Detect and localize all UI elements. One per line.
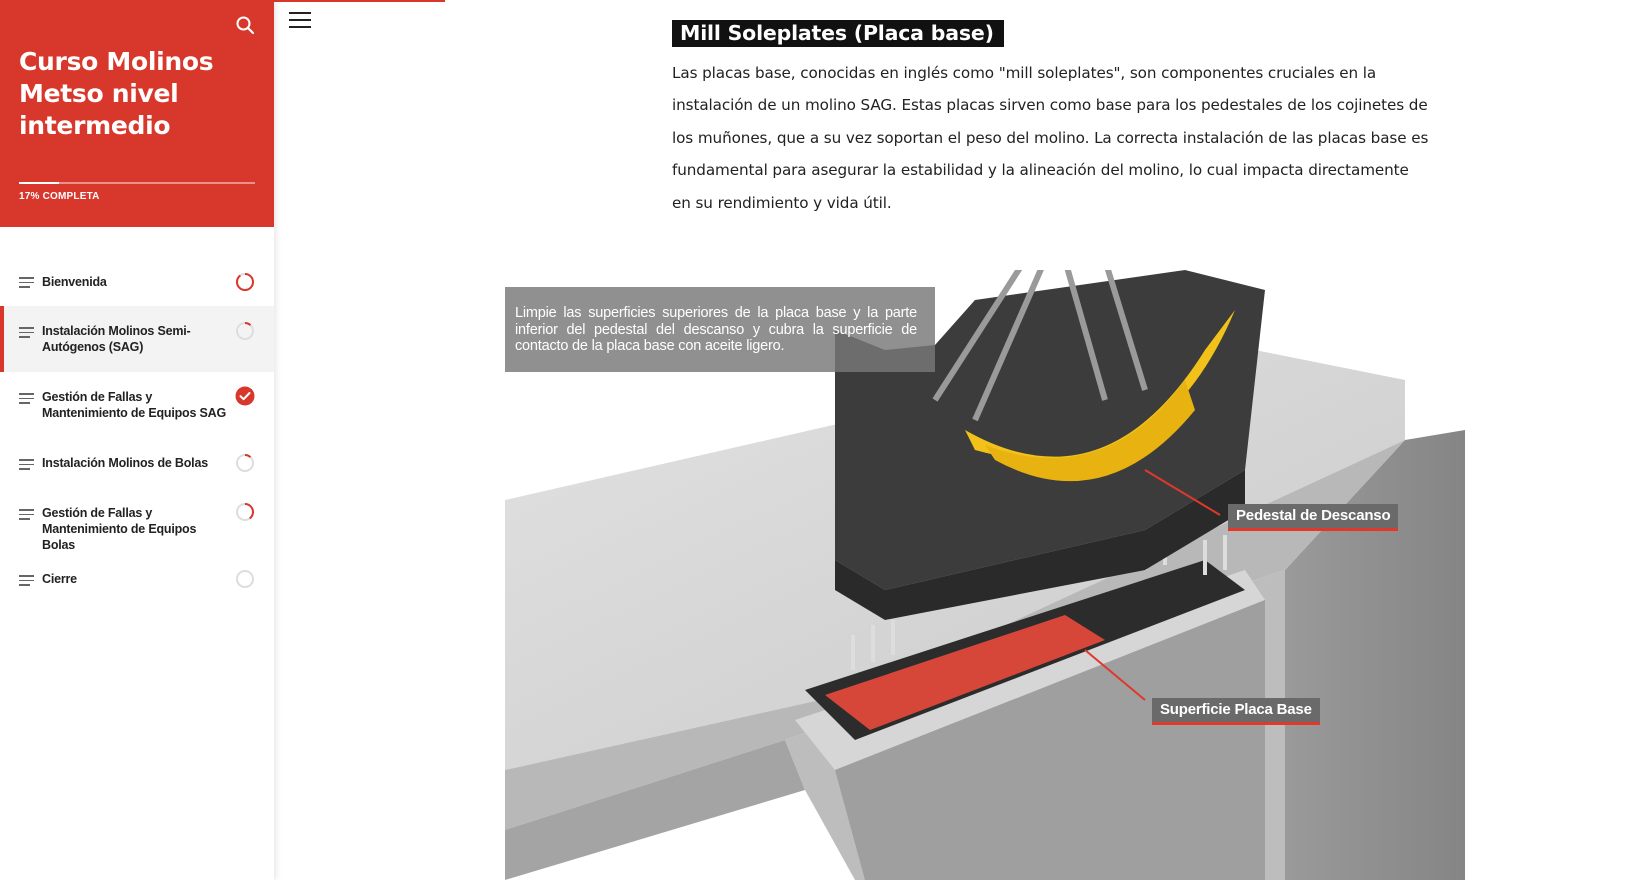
- section-paragraph: Las placas base, conocidas en inglés como "mill soleplates", son componentes cruciales en la instalación de un molino SAG. Estas placas sirven como base para los pedestales de los cojinetes de los muñones, que a su vez soportan el peso del molino. La correcta instalación de las placas base es fundamental para asegurar la estabilidad y la alineación del molino, lo cual impacta directamente en su rendimiento y vida útil.: [672, 64, 1429, 212]
- lines-icon: [19, 277, 34, 288]
- top-progress-line: [274, 0, 445, 2]
- lesson-item-instalacion-bolas[interactable]: [0, 438, 274, 488]
- section-heading: Mill Soleplates (Placa base): [672, 20, 1004, 47]
- lesson-label: Gestión de Fallas y Mantenimiento de Equipos Bolas: [42, 506, 197, 552]
- progress-label: 17% COMPLETA: [19, 191, 100, 202]
- lesson-label: Cierre: [42, 572, 77, 586]
- label-pedestal: Pedestal de Descanso: [1228, 504, 1398, 531]
- empty-circle-icon: [235, 569, 255, 589]
- lines-icon: [19, 393, 34, 404]
- lines-icon: [19, 575, 34, 586]
- progress-bar: [19, 182, 255, 184]
- lesson-item-instalacion-sag[interactable]: [0, 306, 274, 372]
- lesson-label: Instalación Molinos de Bolas: [42, 456, 208, 470]
- lesson-item-fallas-sag[interactable]: [0, 372, 274, 438]
- sidebar: [0, 0, 274, 880]
- progress-ring-icon: [235, 272, 255, 292]
- lesson-item-cierre[interactable]: [0, 554, 274, 604]
- sidebar-header: [0, 0, 274, 227]
- course-title: Curso Molinos Metso nivel intermedio: [19, 47, 214, 140]
- lines-icon: [19, 509, 34, 520]
- lesson-item-bienvenida[interactable]: [0, 258, 274, 306]
- lines-icon: [19, 327, 34, 338]
- search-icon: [234, 14, 256, 36]
- lesson-label: Instalación Molinos Semi-Autógenos (SAG): [42, 324, 191, 354]
- progress-ring-icon: [235, 502, 255, 522]
- lines-icon: [19, 459, 34, 470]
- menu-toggle-button[interactable]: [289, 12, 311, 28]
- search-button[interactable]: [234, 14, 256, 36]
- lesson-item-fallas-bolas[interactable]: [0, 488, 274, 554]
- lesson-label: Bienvenida: [42, 275, 107, 289]
- progress-bar-fill: [19, 182, 59, 184]
- hamburger-icon: [289, 12, 311, 28]
- progress-ring-icon: [235, 321, 255, 341]
- checkmark-circle-icon: [235, 386, 255, 406]
- label-surface: Superficie Placa Base: [1152, 698, 1320, 725]
- instruction-note: Limpie las superficies superiores de la placa base y la parte inferior del pedestal del descanso y cubra la superficie de contacto de la placa base con aceite ligero.: [505, 287, 935, 372]
- progress-ring-icon: [235, 453, 255, 473]
- lesson-label: Gestión de Fallas y Mantenimiento de Equipos SAG: [42, 390, 226, 420]
